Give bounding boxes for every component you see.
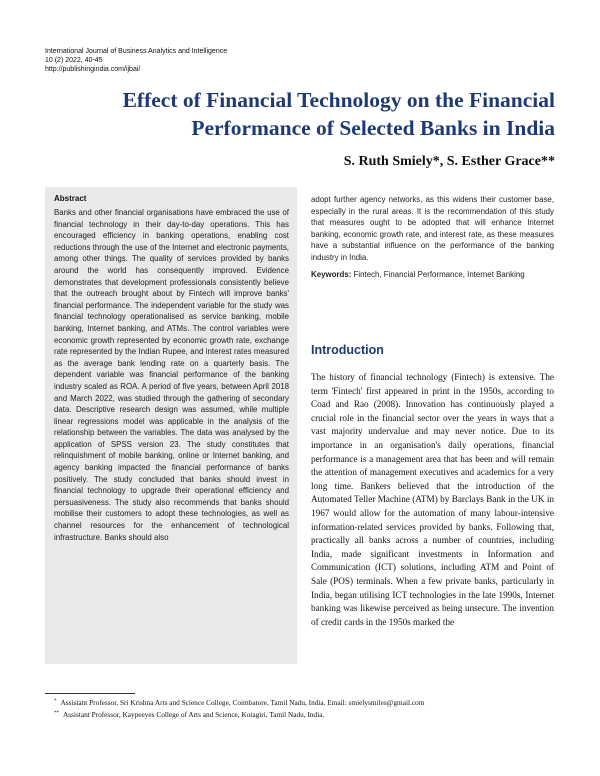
introduction-text: The history of financial technology (Fintech) is extensive. The term 'Fintech' first appeared in print in the 1950s, according to Coad and Rao (2008). Innovation has continuously played a crucial role in the financial sector over the years in ways that a vast majority undervalue and may never notice. Due to its importance in an organisation's daily operations, financial performance is a management area that has been and will remain the attention of management executives and academics for a very long time. Bankers believed that the introduction of the Automated Teller Machine (ATM) by Barclays Bank in the UK in 1967 would allow for the automation of many labour-intensive information-related services provided by banks. Following that, practically all banks across a number of countries, including India, made significant investments in Information and Communication (ICT) solutions, including ATM and Point of Sale (POS) terminals. When a few private banks, particularly in India, began utilising ICT technologies in the late 1990s, Internet banking was likewise perceived as being unsecure. The invention of credit cards in the 1950s marked the — [311, 372, 554, 627]
footnote-2-mark: ** — [54, 710, 59, 716]
footnote-divider — [45, 693, 135, 694]
introduction-heading: Introduction — [311, 343, 384, 357]
footnote-1-mark: * — [54, 699, 57, 704]
journal-issue: 10 (2) 2022, 40-45 — [45, 57, 103, 64]
footnote-1 — [54, 697, 424, 709]
keywords-label: Keywords: — [311, 269, 352, 279]
abstract-continuation-column — [311, 194, 554, 280]
abstract-heading: Abstract — [54, 194, 87, 203]
paper-title: Effect of Financial Technology on the Financial Performance of Selected Banks in India — [122, 88, 555, 140]
journal-name: International Journal of Business Analytics and Intelligence — [45, 48, 228, 55]
abstract-box — [45, 187, 297, 664]
footnotes — [54, 697, 424, 720]
journal-url: http://publishingindia.com/ijbai/ — [45, 66, 141, 73]
journal-info — [45, 47, 227, 74]
abstract-continuation: adopt further agency networks, as this widens their customer base, especially in the rural areas. It is the recommendation of this study that measures ought to be adopted that will enhance Internet banking, economic growth rate, and interest rate, as these measures have a substantial influence on the performance of the banking industry in India. — [311, 195, 554, 262]
keywords — [311, 269, 554, 281]
abstract-text: Banks and other financial organisations have embraced the use of financial technology in their day-to-day operations. This has encouraged efficiency in banking operations, enabling cost reductions through the use of the Internet and electronic payments, among other things. The quality of services provided by banks around the world has consequently improved. Evidence demonstrates that development professionals consistently believe that the outreach brought about by Fintech will improve banks' financial performance. The independent variable for the study was financial technology operationalised as service banking, mobile banking, Internet banking, and ATMs. The control variables were economic growth represented by economic growth rate, exchange rate represented by the Indian Rupee, and interest rates measured as the average bank lending rate on a quarterly basis. The dependent variable was financial performance of the banking industry scaled as ROA. A period of five years, between April 2018 and March 2022, was studied through the gathering of secondary data. Descriptive research design was assumed, while multiple linear regressions model was applicable in the analysis of the relationship between the variables. The data was analysed by the application of SPSS version 23. The study constitutes that relinquishment of mobile banking, online or Internet banking, and agency banking impacted the financial performance of banks positively. The study concluded that banks should invest in financial technology to upgrade their operational efficiency and persuasiveness. The study also recommends that banks should mobilise their customers to adopt these technologies, as well as channel resources for the enhancement of technological infrastructure. Banks should also — [54, 208, 289, 542]
footnote-1-text: Assistant Professor, Sri Krishna Arts and Science College, Coimbatore, Tamil Nadu, India. Email: smielysmiles@gmail.com — [60, 698, 425, 707]
footnote-2 — [54, 709, 424, 721]
footnote-2-text: Assistant Professor, Kaypeeyes College of Arts and Science, Kotagiri, Tamil Nadu, India. — [63, 709, 325, 719]
keywords-list: Fintech, Financial Performance, Internet Banking — [353, 269, 525, 279]
paper-authors: S. Ruth Smiely*, S. Esther Grace** — [343, 154, 555, 169]
